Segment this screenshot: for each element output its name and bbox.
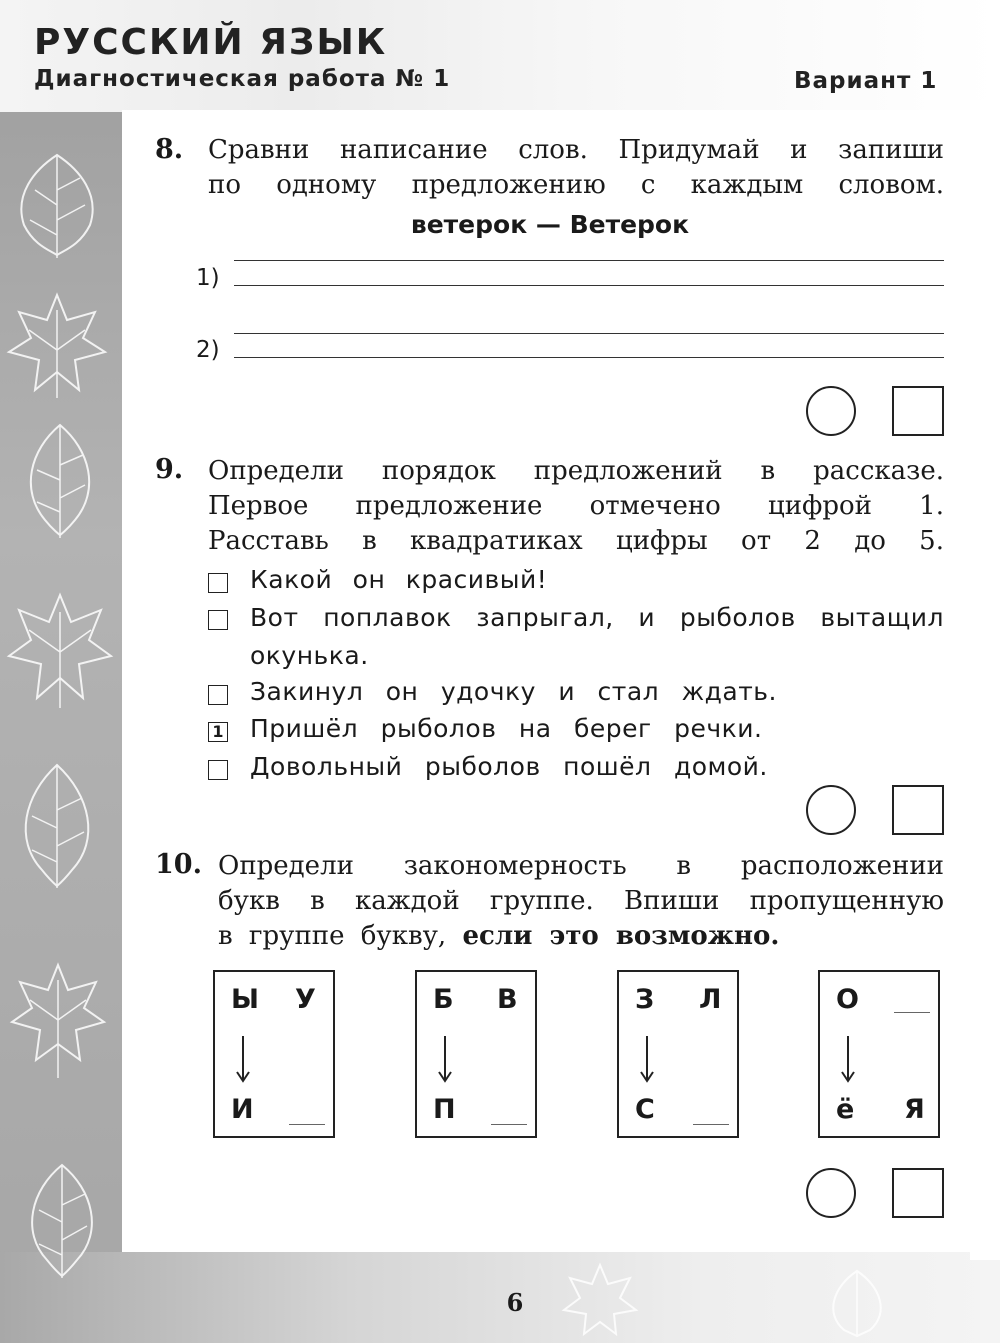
task-9-number: 9. (155, 454, 184, 485)
task-10-line-3-plain: в группе букву, (218, 921, 447, 951)
order-checkbox[interactable] (208, 573, 228, 593)
task-10-line-1: Определи закономерность в расположении (218, 851, 944, 881)
arrow-down-icon (437, 1034, 453, 1084)
task-10-number: 10. (155, 849, 202, 880)
arrow-down-icon (235, 1034, 251, 1084)
letter-group (415, 970, 537, 1138)
task-9-line-1: Определи порядок предложений в рассказе. (208, 456, 944, 486)
answer-blank[interactable] (894, 1012, 930, 1013)
letter: Л (699, 984, 722, 1015)
arrow-down-icon (639, 1034, 655, 1084)
letter-group (213, 970, 335, 1138)
letter: ё (836, 1094, 855, 1125)
score-circle (806, 1168, 856, 1218)
task-10-line-3 (218, 919, 779, 954)
page-number: 6 (506, 1288, 524, 1317)
answer-label: 1) (196, 265, 220, 291)
leaf-icon (5, 290, 110, 400)
right-margin (970, 100, 1000, 1260)
answer-line[interactable] (234, 357, 944, 358)
task-9-line-2: Первое предложение отмечено цифрой 1. (208, 491, 944, 521)
score-box (892, 1168, 944, 1218)
leaf-icon (10, 150, 105, 260)
sentence-option: Пришёл рыболов на берег речки. (250, 714, 763, 743)
leaf-icon (15, 420, 105, 540)
score-circle (806, 386, 856, 436)
leaf-icon (5, 590, 115, 710)
leaf-icon (15, 1160, 110, 1280)
sentence-option: Довольный рыболов пошёл домой. (250, 752, 768, 781)
letter: В (497, 984, 518, 1015)
letter: И (231, 1094, 254, 1125)
letter-group (617, 970, 739, 1138)
leaf-icon (10, 760, 105, 890)
letter: О (836, 984, 859, 1015)
answer-label: 2) (196, 337, 220, 363)
task-8-line-2: по одному предложению с каждым словом. (208, 170, 944, 200)
letter: Ы (231, 984, 259, 1015)
answer-blank[interactable] (289, 1124, 325, 1125)
subject-title: РУССКИЙ ЯЗЫК (34, 22, 388, 63)
sentence-option: Какой он красивый! (250, 565, 548, 594)
task-9-line-3: Расставь в квадратиках цифры от 2 до 5. (208, 526, 944, 556)
score-box (892, 785, 944, 835)
order-checkbox[interactable] (208, 610, 228, 630)
arrow-down-icon (840, 1034, 856, 1084)
answer-line (234, 260, 944, 261)
answer-line[interactable] (234, 285, 944, 286)
letter: Я (904, 1094, 925, 1125)
score-circle (806, 785, 856, 835)
letter: П (433, 1094, 456, 1125)
answer-blank[interactable] (491, 1124, 527, 1125)
order-checkbox[interactable] (208, 760, 228, 780)
task-10-line-3-emphasis: если это возможно (462, 921, 771, 951)
letter-group (818, 970, 940, 1138)
variant-label: Вариант 1 (794, 68, 938, 94)
leaf-icon (8, 960, 108, 1080)
work-title: Диагностическая работа № 1 (34, 66, 451, 92)
order-checkbox[interactable] (208, 685, 228, 705)
letter: С (635, 1094, 655, 1125)
task-10-line-2: букв в каждой группе. Впиши пропущенную (218, 886, 944, 916)
sentence-option: Вот поплавок запрыгал, и рыболов вытащил (250, 603, 944, 632)
sentence-option: Закинул он удочку и стал ждать. (250, 677, 777, 706)
letter: Б (433, 984, 454, 1015)
answer-line (234, 333, 944, 334)
score-box (892, 386, 944, 436)
task-8-line-1: Сравни написание слов. Придумай и запиши (208, 135, 944, 165)
sentence-option-continuation: окунька. (250, 641, 369, 670)
task-10-line-3-end: . (770, 921, 780, 951)
task-8-number: 8. (155, 134, 184, 165)
order-checkbox-filled: 1 (208, 722, 228, 742)
answer-blank[interactable] (693, 1124, 729, 1125)
letter: У (295, 984, 316, 1015)
letter: З (635, 984, 655, 1015)
task-8-words: ветерок — Ветерок (410, 210, 690, 239)
